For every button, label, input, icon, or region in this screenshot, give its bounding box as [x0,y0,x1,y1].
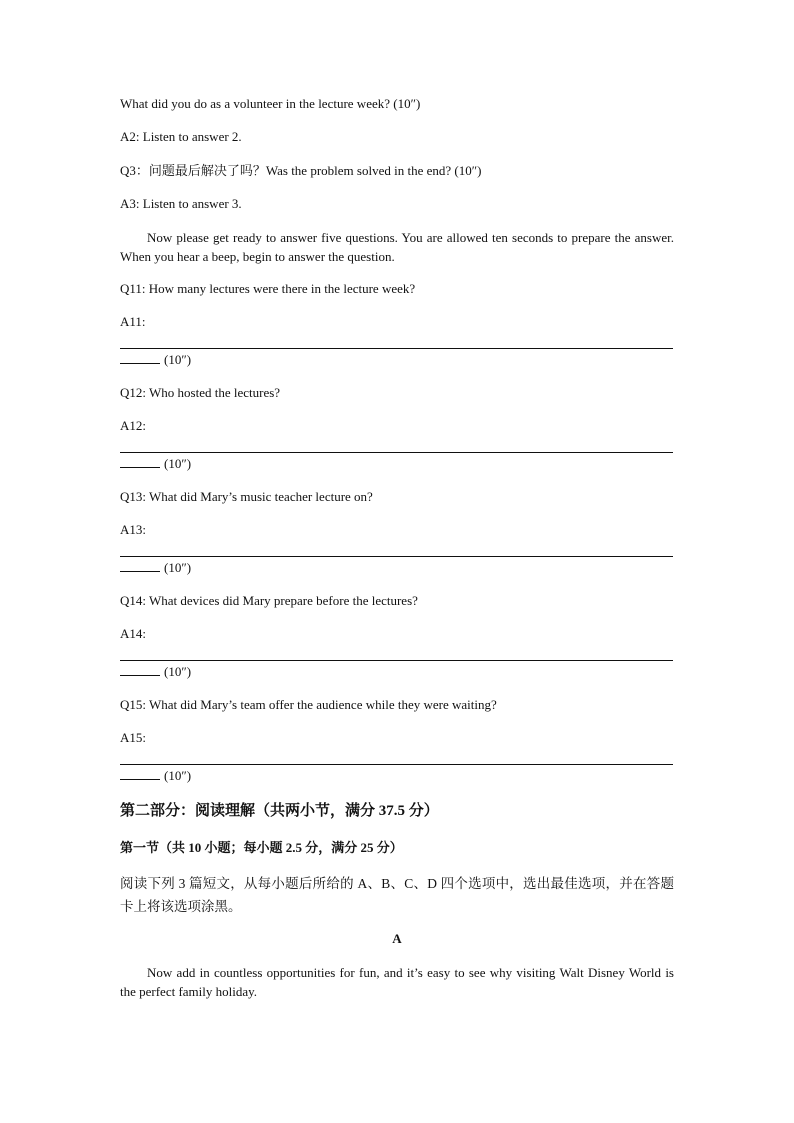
answer-line-15 [120,764,673,765]
question-13: Q13: What did Mary’s music teacher lecture on? [120,489,373,504]
question-3: Q3：问题最后解决了吗？Was the problem solved in the end? (10″) [120,163,482,178]
question-15: Q15: What did Mary’s team offer the audience while they were waiting? [120,697,497,712]
timing-label: (10″) [164,560,192,575]
answer-blank-11[interactable] [120,351,160,364]
question-11: Q11: How many lectures were there in the lecture week? [120,281,416,296]
passage-label: A [392,931,402,946]
timing-label: (10″) [164,664,192,679]
answer-line-13 [120,556,673,557]
answer-blank-row-14 [120,663,191,681]
section1-heading: 第一节（共 10 小题；每小题 2.5 分，满分 25 分） [120,840,403,855]
answer-line-12 [120,452,673,453]
answer-blank-row-11 [120,351,191,369]
timing-label: (10″) [164,456,192,471]
answer-2: A2: Listen to answer 2. [120,129,242,144]
answer-label-13: A13: [120,522,146,537]
timing-label: (10″) [164,768,192,783]
answer-blank-13[interactable] [120,559,160,572]
part2-heading: 第二部分：阅读理解（共两小节，满分 37.5 分） [120,803,439,819]
question-volunteer: What did you do as a volunteer in the lecture week? (10″) [120,96,421,111]
answer-blank-row-13 [120,559,191,577]
answer-label-11: A11: [120,314,146,329]
question-12: Q12: Who hosted the lectures? [120,385,281,400]
answer-blank-15[interactable] [120,767,160,780]
answer-blank-row-15 [120,767,191,785]
answer-blank-12[interactable] [120,455,160,468]
answer-line-14 [120,660,673,661]
answer-line-11 [120,348,673,349]
timing-label: (10″) [164,352,192,367]
reading-instructions: 阅读下列 3 篇短文，从每小题后所给的 A、B、C、D 四个选项中，选出最佳选项，并在答题卡上将该选项涂黑。 [120,876,674,914]
instructions-paragraph: Now please get ready to answer five questions. You are allowed ten seconds to prepare the answer. When you hear a beep, begin to answer the question. [120,230,674,264]
answer-label-14: A14: [120,626,146,641]
answer-blank-row-12 [120,455,191,473]
answer-blank-14[interactable] [120,663,160,676]
answer-3: A3: Listen to answer 3. [120,196,242,211]
passage-paragraph: Now add in countless opportunities for fun, and it’s easy to see why visiting Walt Disney World is the perfect family holiday. [120,965,674,999]
question-14: Q14: What devices did Mary prepare before the lectures? [120,593,418,608]
answer-label-12: A12: [120,418,146,433]
answer-label-15: A15: [120,730,146,745]
